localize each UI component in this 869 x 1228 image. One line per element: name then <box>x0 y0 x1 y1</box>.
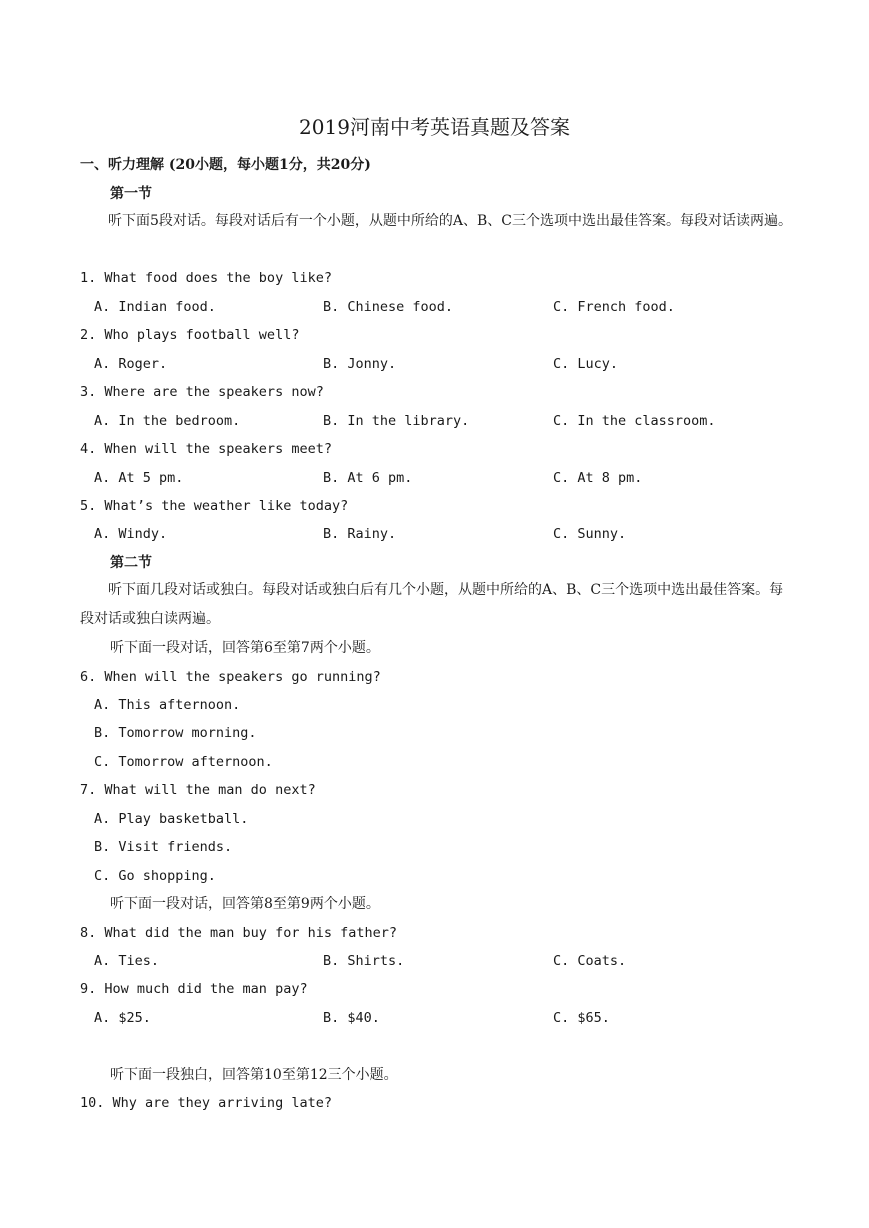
part2-label: 第二节 <box>110 555 152 571</box>
question-8-option-b: B. Shirts. <box>323 953 405 969</box>
note-6-7: 听下面一段对话，回答第6至第7两个小题。 <box>110 640 380 656</box>
question-6-option-c: C. Tomorrow afternoon. <box>94 754 273 770</box>
question-3: 3. Where are the speakers now? <box>80 384 324 400</box>
question-6-option-b: B. Tomorrow morning. <box>94 725 257 741</box>
question-9-option-a: A. $25. <box>94 1010 151 1026</box>
question-8-option-a: A. Ties. <box>94 953 160 969</box>
question-8: 8. What did the man buy for his father? <box>80 925 397 941</box>
note-10-12: 听下面一段独白，回答第10至第12三个小题。 <box>110 1067 398 1083</box>
section-heading: 一、听力理解 (20小题，每小题1分，共20分) <box>80 157 371 173</box>
page-title: 2019河南中考英语真题及答案 <box>299 115 570 139</box>
question-9-option-b: B. $40. <box>323 1010 380 1026</box>
question-1-option-c: C. French food. <box>553 299 675 315</box>
question-4-option-c: C. At 8 pm. <box>553 470 643 486</box>
question-9: 9. How much did the man pay? <box>80 981 308 997</box>
question-7-option-b: B. Visit friends. <box>94 839 233 855</box>
question-6: 6. When will the speakers go running? <box>80 669 381 685</box>
question-1-option-a: A. Indian food. <box>94 299 216 315</box>
question-4-option-b: B. At 6 pm. <box>323 470 413 486</box>
question-3-option-a: A. In the bedroom. <box>94 413 241 429</box>
question-3-option-b: B. In the library. <box>323 413 470 429</box>
question-7-option-a: A. Play basketball. <box>94 811 249 827</box>
question-5-option-b: B. Rainy. <box>323 526 397 542</box>
question-10: 10. Why are they arriving late? <box>80 1095 332 1111</box>
question-3-option-c: C. In the classroom. <box>553 413 716 429</box>
question-5-option-c: C. Sunny. <box>553 526 627 542</box>
question-4-option-a: A. At 5 pm. <box>94 470 184 486</box>
question-2: 2. Who plays football well? <box>80 327 300 343</box>
part2-instructions: 听下面几段对话或独白。每段对话或独白后有几个小题，从题中所给的A、B、C三个选项中选出最佳答案。每段对话或独白读两遍。 <box>80 582 784 627</box>
question-2-option-b: B. Jonny. <box>323 356 397 372</box>
question-5-option-a: A. Windy. <box>94 526 168 542</box>
question-9-option-c: C. $65. <box>553 1010 610 1026</box>
part1-label: 第一节 <box>110 186 152 202</box>
question-7-option-c: C. Go shopping. <box>94 868 216 884</box>
question-5: 5. What’s the weather like today? <box>80 498 349 514</box>
part1-instructions: 听下面5段对话。每段对话后有一个小题，从题中所给的A、B、C三个选项中选出最佳答案。每段对话读两遍。 <box>108 213 793 229</box>
note-8-9: 听下面一段对话，回答第8至第9两个小题。 <box>110 896 380 912</box>
question-1-option-b: B. Chinese food. <box>323 299 454 315</box>
question-2-option-c: C. Lucy. <box>553 356 619 372</box>
question-8-option-c: C. Coats. <box>553 953 627 969</box>
question-2-option-a: A. Roger. <box>94 356 168 372</box>
question-7: 7. What will the man do next? <box>80 782 316 798</box>
question-1: 1. What food does the boy like? <box>80 270 332 286</box>
question-4: 4. When will the speakers meet? <box>80 441 332 457</box>
question-6-option-a: A. This afternoon. <box>94 697 241 713</box>
